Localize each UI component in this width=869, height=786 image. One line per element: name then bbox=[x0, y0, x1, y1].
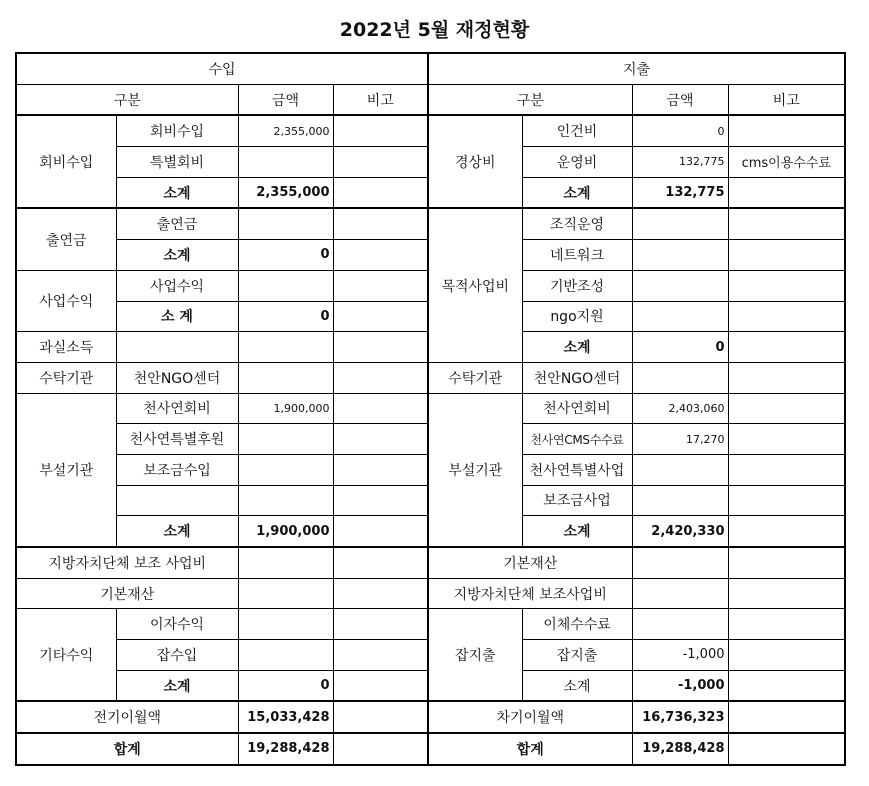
expense-subtotal-label: 소계 bbox=[522, 177, 632, 208]
expense-note bbox=[728, 516, 845, 547]
income-item: 특별회비 bbox=[116, 147, 238, 178]
expense-item: ngo지원 bbox=[522, 301, 632, 332]
income-note bbox=[333, 485, 428, 516]
income-amount bbox=[238, 147, 333, 178]
expense-total-label: 합계 bbox=[428, 733, 632, 765]
income-note bbox=[333, 362, 428, 393]
expense-amount: 0 bbox=[632, 115, 728, 146]
income-amount: 2,355,000 bbox=[238, 115, 333, 146]
expense-carried-out-label: 차기이월액 bbox=[428, 701, 632, 733]
expense-item: 운영비 bbox=[522, 147, 632, 178]
expense-amount bbox=[632, 270, 728, 301]
expense-item: 네트워크 bbox=[522, 240, 632, 271]
income-item: 잡수입 bbox=[116, 640, 238, 671]
expense-note bbox=[728, 609, 845, 640]
expense-note bbox=[728, 547, 845, 578]
expense-amount: -1,000 bbox=[632, 640, 728, 671]
expense-note bbox=[728, 393, 845, 424]
income-amount bbox=[238, 609, 333, 640]
expense-group-misc: 잡지출 bbox=[428, 609, 522, 702]
expense-item: 기반조성 bbox=[522, 270, 632, 301]
income-surplus-label: 과실소득 bbox=[16, 332, 116, 363]
expense-group-affiliate: 부설기관 bbox=[428, 393, 522, 547]
expense-note bbox=[728, 701, 845, 733]
income-note bbox=[333, 454, 428, 485]
income-note bbox=[333, 609, 428, 640]
income-total-label: 합계 bbox=[16, 733, 238, 765]
expense-note bbox=[728, 454, 845, 485]
expense-subtotal: 132,775 bbox=[632, 177, 728, 208]
expense-category-header: 구분 bbox=[428, 84, 632, 115]
expense-subtotal: -1,000 bbox=[632, 670, 728, 701]
expense-note bbox=[728, 424, 845, 455]
income-group-trust: 수탁기관 bbox=[16, 362, 116, 393]
expense-group-operating: 경상비 bbox=[428, 115, 522, 208]
income-group-membership: 회비수입 bbox=[16, 115, 116, 208]
income-note bbox=[333, 733, 428, 765]
expense-note-header: 비고 bbox=[728, 84, 845, 115]
expense-amount bbox=[632, 578, 728, 609]
income-group-other: 기타수익 bbox=[16, 609, 116, 702]
income-amount bbox=[238, 454, 333, 485]
income-note bbox=[333, 640, 428, 671]
income-note bbox=[333, 147, 428, 178]
expense-carried-out-amount: 16,736,323 bbox=[632, 701, 728, 733]
income-amount bbox=[238, 578, 333, 609]
expense-group-purpose: 목적사업비 bbox=[428, 208, 522, 362]
income-item: 이자수익 bbox=[116, 609, 238, 640]
income-group-affiliate: 부설기관 bbox=[16, 393, 116, 547]
income-item: 회비수입 bbox=[116, 115, 238, 146]
expense-amount bbox=[632, 301, 728, 332]
income-amount bbox=[238, 424, 333, 455]
income-note bbox=[333, 670, 428, 701]
income-total-amount: 19,288,428 bbox=[238, 733, 333, 765]
expense-note bbox=[728, 270, 845, 301]
income-note bbox=[333, 424, 428, 455]
income-carried-in-label: 전기이월액 bbox=[16, 701, 238, 733]
income-item: 천사연특별후원 bbox=[116, 424, 238, 455]
income-group-business: 사업수익 bbox=[16, 270, 116, 331]
expense-item: 천안NGO센터 bbox=[522, 362, 632, 393]
income-amount bbox=[238, 332, 333, 363]
expense-note bbox=[728, 670, 845, 701]
expense-note bbox=[728, 208, 845, 239]
income-local-gov-label: 지방자치단체 보조 사업비 bbox=[16, 547, 238, 578]
income-item: 천사연회비 bbox=[116, 393, 238, 424]
expense-amount bbox=[632, 454, 728, 485]
expense-note bbox=[728, 578, 845, 609]
income-base-fund-label: 기본재산 bbox=[16, 578, 238, 609]
expense-local-gov-label: 지방자치단체 보조사업비 bbox=[428, 578, 632, 609]
income-amount bbox=[238, 270, 333, 301]
expense-amount: 17,270 bbox=[632, 424, 728, 455]
income-category-header: 구분 bbox=[16, 84, 238, 115]
expense-item: 천사연특별사업 bbox=[522, 454, 632, 485]
income-subtotal-label: 소계 bbox=[116, 516, 238, 547]
expense-amount: 2,403,060 bbox=[632, 393, 728, 424]
income-group-contribution: 출연금 bbox=[16, 208, 116, 270]
income-subtotal: 2,355,000 bbox=[238, 177, 333, 208]
expense-header: 지출 bbox=[428, 53, 845, 84]
expense-group-trust: 수탁기관 bbox=[428, 362, 522, 393]
expense-subtotal: 2,420,330 bbox=[632, 516, 728, 547]
income-subtotal: 0 bbox=[238, 240, 333, 271]
expense-amount bbox=[632, 208, 728, 239]
expense-note bbox=[728, 733, 845, 765]
expense-subtotal-label: 소계 bbox=[522, 670, 632, 701]
income-amount bbox=[238, 208, 333, 239]
expense-amount bbox=[632, 547, 728, 578]
expense-item: 잡지출 bbox=[522, 640, 632, 671]
expense-item: 천사연CMS수수료 bbox=[522, 424, 632, 455]
expense-note bbox=[728, 177, 845, 208]
income-amount: 1,900,000 bbox=[238, 393, 333, 424]
income-item: 천안NGO센터 bbox=[116, 362, 238, 393]
income-note bbox=[333, 516, 428, 547]
income-subtotal-label: 소계 bbox=[116, 240, 238, 271]
income-note bbox=[333, 177, 428, 208]
expense-subtotal: 0 bbox=[632, 332, 728, 363]
income-subtotal-label: 소 계 bbox=[116, 301, 238, 332]
income-subtotal: 0 bbox=[238, 301, 333, 332]
income-header: 수입 bbox=[16, 53, 428, 84]
expense-amount bbox=[632, 609, 728, 640]
income-amount bbox=[238, 485, 333, 516]
income-subtotal-label: 소계 bbox=[116, 177, 238, 208]
expense-amount bbox=[632, 362, 728, 393]
income-note bbox=[333, 701, 428, 733]
income-item: 출연금 bbox=[116, 208, 238, 239]
income-subtotal: 0 bbox=[238, 670, 333, 701]
finance-table bbox=[15, 52, 846, 766]
expense-note bbox=[728, 485, 845, 516]
income-subtotal: 1,900,000 bbox=[238, 516, 333, 547]
income-amount bbox=[238, 362, 333, 393]
income-item: 사업수익 bbox=[116, 270, 238, 301]
expense-item: 조직운영 bbox=[522, 208, 632, 239]
income-amount bbox=[238, 640, 333, 671]
income-note bbox=[333, 332, 428, 363]
income-note bbox=[333, 301, 428, 332]
expense-amount: 132,775 bbox=[632, 147, 728, 178]
expense-note bbox=[728, 240, 845, 271]
income-item bbox=[116, 332, 238, 363]
page-title: 2022년 5월 재정현황 bbox=[339, 19, 530, 41]
income-note bbox=[333, 208, 428, 239]
expense-note bbox=[728, 332, 845, 363]
expense-note bbox=[728, 362, 845, 393]
expense-base-fund-label: 기본재산 bbox=[428, 547, 632, 578]
income-note bbox=[333, 393, 428, 424]
expense-amount bbox=[632, 485, 728, 516]
income-amount-header: 금액 bbox=[238, 84, 333, 115]
expense-amount-header: 금액 bbox=[632, 84, 728, 115]
expense-item: 이체수수료 bbox=[522, 609, 632, 640]
expense-item: 인건비 bbox=[522, 115, 632, 146]
income-item: 보조금수입 bbox=[116, 454, 238, 485]
income-note bbox=[333, 578, 428, 609]
income-note-header: 비고 bbox=[333, 84, 428, 115]
income-subtotal-label: 소계 bbox=[116, 670, 238, 701]
expense-subtotal-label: 소계 bbox=[522, 516, 632, 547]
expense-total-amount: 19,288,428 bbox=[632, 733, 728, 765]
income-note bbox=[333, 115, 428, 146]
expense-note bbox=[728, 301, 845, 332]
expense-note bbox=[728, 115, 845, 146]
income-carried-in-amount: 15,033,428 bbox=[238, 701, 333, 733]
expense-note bbox=[728, 640, 845, 671]
expense-amount bbox=[632, 240, 728, 271]
income-note bbox=[333, 240, 428, 271]
income-note bbox=[333, 547, 428, 578]
expense-note: cms이용수수료 bbox=[728, 147, 845, 178]
expense-item: 보조금사업 bbox=[522, 485, 632, 516]
income-note bbox=[333, 270, 428, 301]
income-amount bbox=[238, 547, 333, 578]
expense-subtotal-label: 소계 bbox=[522, 332, 632, 363]
income-item bbox=[116, 485, 238, 516]
expense-item: 천사연회비 bbox=[522, 393, 632, 424]
